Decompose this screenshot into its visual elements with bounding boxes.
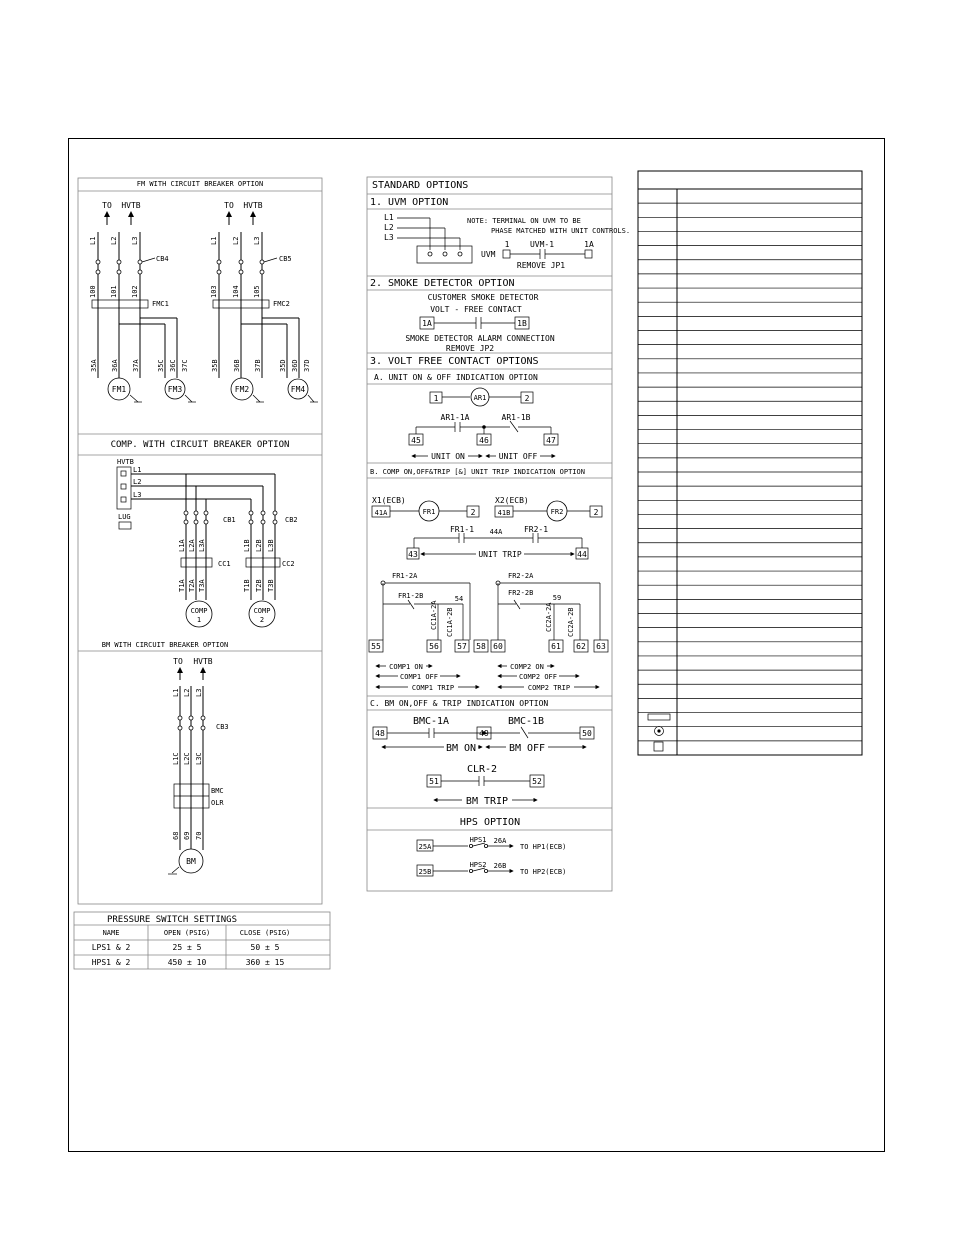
- svg-text:61: 61: [551, 642, 561, 651]
- bm-panel-title: BM WITH CIRCUIT BREAKER OPTION: [101, 641, 229, 649]
- svg-text:37C: 37C: [181, 359, 189, 372]
- svg-text:CB1: CB1: [223, 516, 236, 524]
- svg-text:59: 59: [552, 594, 562, 602]
- fmc2-label: FMC2: [273, 300, 290, 308]
- svg-text:104: 104: [232, 285, 240, 298]
- svg-text:50: 50: [582, 729, 592, 738]
- svg-text:COMP: COMP: [190, 607, 208, 615]
- svg-text:HPS1: HPS1: [469, 836, 487, 844]
- fm-panel-title: FM WITH CIRCUIT BREAKER OPTION: [136, 180, 264, 188]
- svg-text:COMP1 TRIP: COMP1 TRIP: [411, 684, 455, 692]
- uvm-option: [384, 213, 630, 270]
- svg-text:T1A: T1A: [178, 579, 186, 592]
- svg-text:2: 2: [593, 508, 599, 517]
- svg-text:FM3: FM3: [167, 385, 183, 394]
- svg-text:35D: 35D: [279, 359, 287, 372]
- svg-text:L2: L2: [133, 478, 142, 486]
- svg-text:CC1A-2B: CC1A-2B: [446, 607, 454, 637]
- svg-text:AR1-1A: AR1-1A: [440, 413, 470, 422]
- svg-text:CB2: CB2: [285, 516, 298, 524]
- svg-text:COMP: COMP: [253, 607, 271, 615]
- svg-text:CLOSE (PSIG): CLOSE (PSIG): [239, 929, 291, 937]
- svg-text:35C: 35C: [157, 359, 165, 372]
- fm-right-circuit: [210, 201, 318, 402]
- svg-text:L2: L2: [384, 223, 394, 232]
- pressure-switch-table: [74, 912, 330, 969]
- svg-text:NOTE: TERMINAL ON UVM TO BE: NOTE: TERMINAL ON UVM TO BE: [467, 217, 581, 225]
- svg-text:L2: L2: [183, 688, 191, 697]
- svg-text:36D: 36D: [291, 359, 299, 372]
- svg-text:TO: TO: [224, 201, 234, 210]
- svg-text:1B: 1B: [517, 319, 527, 328]
- legend-symbol-terminal: [648, 714, 670, 720]
- svg-text:L2C: L2C: [183, 752, 191, 765]
- svg-text:CUSTOMER SMOKE DETECTOR: CUSTOMER SMOKE DETECTOR: [427, 293, 539, 302]
- svg-text:PHASE MATCHED WITH UNIT CONTRO: PHASE MATCHED WITH UNIT CONTROLS.: [491, 227, 631, 235]
- bm-indication-option: [373, 716, 594, 807]
- svg-text:BM: BM: [186, 857, 196, 866]
- cb4-label: CB4: [156, 255, 169, 263]
- svg-text:T3B: T3B: [267, 579, 275, 592]
- svg-text:68: 68: [172, 831, 180, 840]
- svg-text:CC2: CC2: [282, 560, 295, 568]
- vfc-a-heading: A. UNIT ON & OFF INDICATION OPTION: [374, 373, 538, 382]
- svg-text:X1(ECB): X1(ECB): [372, 496, 406, 505]
- comp-circuit: [117, 458, 298, 627]
- svg-text:L3: L3: [195, 688, 203, 697]
- svg-text:1: 1: [196, 616, 202, 624]
- svg-text:35A: 35A: [90, 359, 98, 372]
- svg-text:50 ± 5: 50 ± 5: [250, 943, 280, 952]
- uvm-heading: 1. UVM OPTION: [370, 197, 449, 208]
- svg-text:UVM-1: UVM-1: [529, 240, 555, 249]
- svg-text:X2(ECB): X2(ECB): [495, 496, 529, 505]
- svg-text:HPS2: HPS2: [469, 861, 487, 869]
- svg-text:L2: L2: [110, 236, 118, 245]
- svg-text:COMP2 OFF: COMP2 OFF: [519, 673, 557, 681]
- svg-text:37A: 37A: [132, 359, 140, 372]
- svg-text:52: 52: [532, 777, 542, 786]
- svg-text:43: 43: [408, 550, 418, 559]
- svg-text:54: 54: [454, 595, 464, 603]
- svg-text:46: 46: [479, 436, 489, 445]
- svg-text:62: 62: [576, 642, 586, 651]
- svg-text:L3C: L3C: [195, 752, 203, 765]
- hps-option: [417, 836, 566, 876]
- svg-text:LPS1 & 2: LPS1 & 2: [91, 943, 131, 952]
- vfc-c-heading: C. BM ON,OFF & TRIP INDICATION OPTION: [370, 699, 549, 708]
- svg-text:HVTB: HVTB: [193, 657, 213, 666]
- svg-text:T3A: T3A: [198, 579, 206, 592]
- svg-text:FR1-2A: FR1-2A: [392, 572, 418, 580]
- svg-text:REMOVE JP1: REMOVE JP1: [516, 261, 566, 270]
- svg-text:SMOKE DETECTOR ALARM CONNECTIO: SMOKE DETECTOR ALARM CONNECTION: [405, 334, 555, 343]
- svg-text:2: 2: [470, 508, 476, 517]
- svg-text:FM2: FM2: [234, 385, 250, 394]
- svg-text:100: 100: [89, 285, 97, 298]
- svg-text:47: 47: [546, 436, 556, 445]
- svg-text:25 ± 5: 25 ± 5: [172, 943, 202, 952]
- svg-text:UVM: UVM: [481, 250, 496, 259]
- svg-text:TO: TO: [102, 201, 112, 210]
- svg-text:BMC-1A: BMC-1A: [412, 716, 450, 727]
- svg-text:L1: L1: [89, 236, 97, 245]
- svg-text:103: 103: [210, 285, 218, 298]
- svg-text:36B: 36B: [233, 359, 241, 372]
- svg-text:FM1: FM1: [111, 385, 127, 394]
- svg-text:L1B: L1B: [243, 539, 251, 552]
- svg-text:L3: L3: [253, 236, 261, 245]
- svg-text:NAME: NAME: [102, 929, 120, 937]
- svg-text:CB3: CB3: [216, 723, 229, 731]
- fmc1-label: FMC1: [152, 300, 169, 308]
- svg-text:HVTB: HVTB: [243, 201, 263, 210]
- svg-text:1A: 1A: [584, 240, 594, 249]
- svg-text:UNIT TRIP: UNIT TRIP: [478, 550, 522, 559]
- svg-text:L3A: L3A: [198, 539, 206, 552]
- svg-text:FM4: FM4: [290, 385, 306, 394]
- smoke-heading: 2. SMOKE DETECTOR OPTION: [370, 278, 515, 289]
- svg-text:44: 44: [577, 550, 587, 559]
- svg-text:HVTB: HVTB: [117, 458, 134, 466]
- svg-text:26A: 26A: [493, 837, 507, 845]
- fm-left-circuit: [89, 201, 196, 402]
- svg-text:FR2-2B: FR2-2B: [508, 589, 534, 597]
- svg-text:2: 2: [259, 616, 265, 624]
- svg-text:CC1: CC1: [218, 560, 231, 568]
- svg-text:36A: 36A: [111, 359, 119, 372]
- svg-text:L3: L3: [133, 491, 142, 499]
- svg-text:49: 49: [479, 729, 489, 738]
- svg-text:105: 105: [253, 285, 261, 298]
- svg-text:L2A: L2A: [188, 539, 196, 552]
- svg-text:102: 102: [131, 285, 139, 298]
- svg-text:CC2A-2A: CC2A-2A: [545, 602, 553, 632]
- smoke-detector-option: [405, 293, 554, 353]
- svg-text:44A: 44A: [489, 528, 503, 536]
- svg-text:TO HP1(ECB): TO HP1(ECB): [520, 843, 567, 851]
- svg-text:41B: 41B: [497, 509, 511, 517]
- svg-text:69: 69: [183, 831, 191, 840]
- svg-text:L2B: L2B: [255, 539, 263, 552]
- svg-text:FR2-1: FR2-1: [523, 525, 549, 534]
- svg-text:COMP2 TRIP: COMP2 TRIP: [527, 684, 571, 692]
- svg-text:FR1-2B: FR1-2B: [398, 592, 424, 600]
- svg-text:HPS1 & 2: HPS1 & 2: [91, 958, 131, 967]
- svg-text:OLR: OLR: [211, 799, 224, 807]
- vfc-heading: 3. VOLT FREE CONTACT OPTIONS: [370, 356, 539, 367]
- svg-text:56: 56: [429, 642, 439, 651]
- svg-text:T2A: T2A: [188, 579, 196, 592]
- svg-text:57: 57: [457, 642, 467, 651]
- legend-symbol-box: [654, 742, 663, 751]
- svg-text:TO HP2(ECB): TO HP2(ECB): [520, 868, 567, 876]
- svg-text:FR1-1: FR1-1: [449, 525, 475, 534]
- svg-text:VOLT - FREE CONTACT: VOLT - FREE CONTACT: [430, 305, 522, 314]
- svg-text:L3: L3: [131, 236, 139, 245]
- svg-text:63: 63: [596, 642, 606, 651]
- svg-text:1A: 1A: [422, 319, 432, 328]
- svg-text:REMOVE JP2: REMOVE JP2: [445, 344, 495, 353]
- svg-text:2: 2: [524, 394, 530, 403]
- svg-text:L2: L2: [232, 236, 240, 245]
- svg-text:AR1: AR1: [473, 394, 487, 402]
- vfc-b-heading: B. COMP ON,OFF&TRIP [&] UNIT TRIP INDICATION OPTION: [370, 468, 585, 476]
- bm-circuit: [168, 657, 229, 874]
- svg-text:70: 70: [195, 831, 203, 840]
- svg-text:FR1: FR1: [422, 508, 436, 516]
- svg-text:TO: TO: [173, 657, 183, 666]
- svg-text:AR1-1B: AR1-1B: [501, 413, 531, 422]
- standard-options-title: STANDARD OPTIONS: [372, 180, 469, 191]
- svg-text:60: 60: [493, 642, 503, 651]
- svg-text:FR2-2A: FR2-2A: [508, 572, 534, 580]
- svg-text:L1A: L1A: [178, 539, 186, 552]
- svg-text:UNIT OFF: UNIT OFF: [498, 452, 538, 461]
- svg-text:HVTB: HVTB: [121, 201, 141, 210]
- svg-text:L1: L1: [210, 236, 218, 245]
- svg-text:36C: 36C: [169, 359, 177, 372]
- svg-text:UNIT ON: UNIT ON: [431, 452, 465, 461]
- svg-text:L1: L1: [133, 466, 142, 474]
- svg-text:L1: L1: [384, 213, 394, 222]
- legend-table: [638, 171, 862, 755]
- svg-text:41A: 41A: [374, 509, 388, 517]
- svg-text:25B: 25B: [418, 868, 432, 876]
- svg-text:1: 1: [433, 394, 439, 403]
- svg-text:37D: 37D: [303, 359, 311, 372]
- svg-text:BMC: BMC: [211, 787, 224, 795]
- svg-text:51: 51: [429, 777, 439, 786]
- svg-text:OPEN (PSIG): OPEN (PSIG): [163, 929, 211, 937]
- svg-text:45: 45: [411, 436, 421, 445]
- svg-text:T1B: T1B: [243, 579, 251, 592]
- svg-text:58: 58: [476, 642, 486, 651]
- svg-text:COMP1 ON: COMP1 ON: [389, 663, 423, 671]
- svg-text:COMP2 ON: COMP2 ON: [510, 663, 544, 671]
- svg-text:55: 55: [371, 642, 381, 651]
- svg-text:FR2: FR2: [550, 508, 564, 516]
- svg-text:CLR-2: CLR-2: [466, 764, 498, 775]
- svg-text:BM TRIP: BM TRIP: [465, 796, 509, 807]
- svg-text:450 ± 10: 450 ± 10: [167, 958, 207, 967]
- svg-text:101: 101: [110, 285, 118, 298]
- svg-text:T2B: T2B: [255, 579, 263, 592]
- svg-text:CC2A-2B: CC2A-2B: [567, 607, 575, 637]
- comp-panel-title: COMP. WITH CIRCUIT BREAKER OPTION: [110, 440, 290, 450]
- svg-text:35B: 35B: [211, 359, 219, 372]
- pressure-title: PRESSURE SWITCH SETTINGS: [106, 915, 238, 925]
- svg-text:L3: L3: [384, 233, 394, 242]
- svg-text:1: 1: [504, 240, 510, 249]
- svg-text:COMP1 OFF: COMP1 OFF: [400, 673, 438, 681]
- svg-text:BMC-1B: BMC-1B: [507, 716, 545, 727]
- svg-text:BM ON: BM ON: [445, 743, 477, 754]
- svg-text:L1C: L1C: [172, 752, 180, 765]
- svg-text:25A: 25A: [418, 843, 432, 851]
- comp-trip-option: [369, 496, 608, 692]
- svg-text:L3B: L3B: [267, 539, 275, 552]
- svg-text:LUG: LUG: [118, 513, 131, 521]
- svg-text:L1: L1: [172, 688, 180, 697]
- svg-text:360 ± 15: 360 ± 15: [245, 958, 285, 967]
- svg-text:CC1A-2A: CC1A-2A: [430, 600, 438, 630]
- cb5-label: CB5: [279, 255, 292, 263]
- svg-text:BM OFF: BM OFF: [508, 743, 546, 754]
- svg-text:26B: 26B: [493, 862, 507, 870]
- svg-text:37B: 37B: [254, 359, 262, 372]
- svg-text:48: 48: [375, 729, 385, 738]
- hps-heading: HPS OPTION: [459, 817, 521, 828]
- unit-on-off-option: [409, 388, 558, 461]
